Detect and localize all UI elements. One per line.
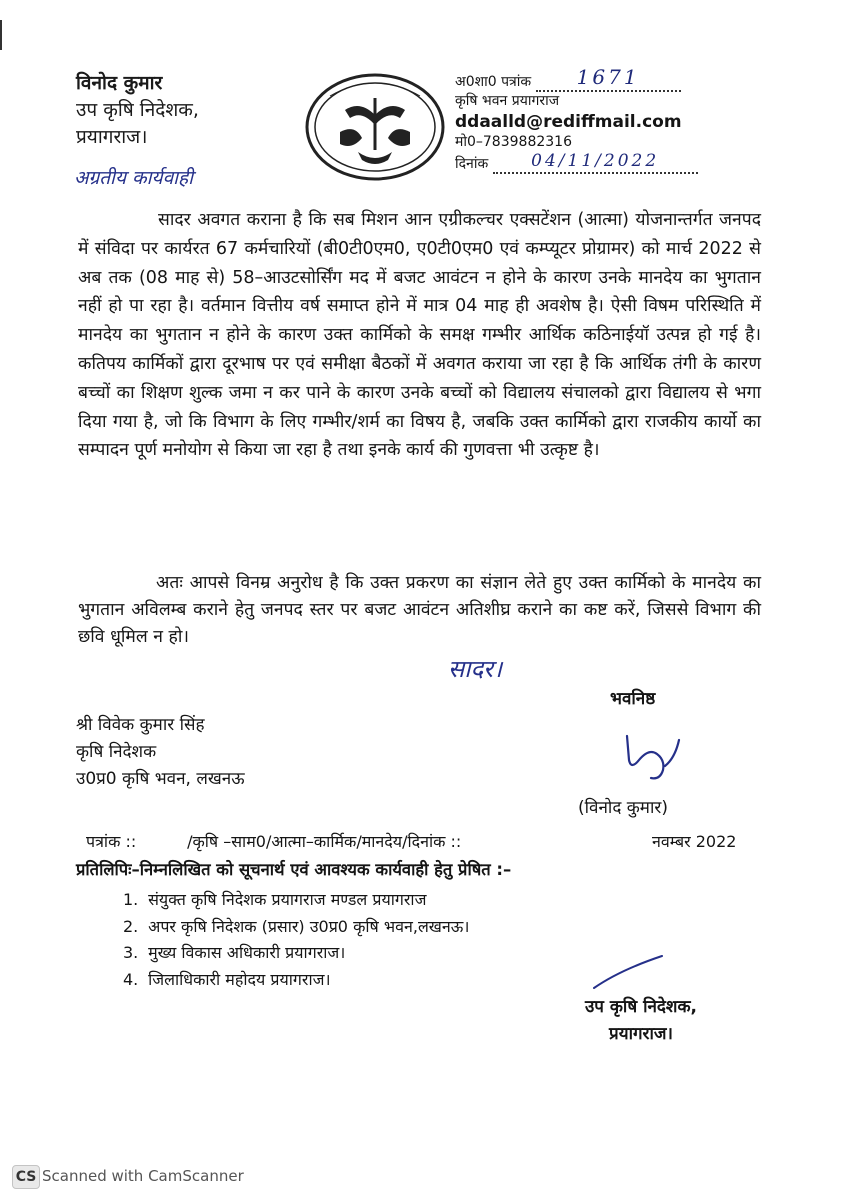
body-paragraph-2: अतः आपसे विनम्र अनुरोध है कि उक्त प्रकरण का संज्ञान लेते हुए उक्त कार्मिको के मानदेय का भुगतान अविलम्ब कराने हेतु जनपद स्तर पर बजट आवंटन अतिशीघ्र कराने का कष्ट करें, जिससे विभाग की छवि धूमिल न हो।	[78, 573, 761, 647]
letter-number-value: 1671	[576, 65, 640, 89]
handwritten-signature	[605, 730, 695, 792]
body-paragraph-1: सादर अवगत कराना है कि सब मिशन आन एग्रीकल्चर एक्सटेंशन (आत्मा) योजनान्तर्गत जनपद में संविदा पर कार्यरत 67 कर्मचारियों (बी0टी0एम0, ए0टी0एम0 एवं कम्प्यूटर प्रोग्रामर) को मार्च 2022 से अब तक (08 माह से) 58–आउटसोर्सिंग मद में बजट आवंटन न होने के कारण उनके मानदेय का भुगतान नहीं हो पा रहा है। वर्तमान वित्तीय वर्ष समाप्त होने में मात्र 04 माह ही अवशेष है। ऐसी विषम परिस्थिति में मानदेय का भुगतान न होने के कारण उक्त कार्मिको के समक्ष गम्भीर आर्थिक कठिनाईयॉ उत्पन्न हो गई है। कतिपय कार्मिकों द्वारा दूरभाष पर एवं समीक्षा बैठकों में अवगत कराया जा रहा है कि आर्थिक तंगी के कारण बच्चों का शिक्षण शुल्क जमा न कर पाने के कारण उनके बच्चों को विद्यालय संचालको द्वारा विद्यालय से भगा दिया गया है, जो कि विभाग के लिए गम्भीर/शर्म का विषय है, जबकि उक्त कार्मिको द्वारा राजकीय कार्यो का सम्पादन पूर्ण मनोयोग से किया जा रहा है तथा इनके कार्य की गुणवत्ता भी उत्कृष्ट है।	[78, 210, 761, 461]
list-item: 1. संयुक्त कृषि निदेशक प्रयागराज मण्डल प्रयागराज	[123, 890, 427, 909]
up-government-emblem-icon	[300, 70, 450, 185]
recipient-name: श्री विवेक कुमार सिंह	[76, 715, 205, 735]
office-email: ddaalld@rediffmail.com	[455, 112, 682, 132]
scan-edge-mark	[0, 20, 2, 50]
copy-to-list	[123, 887, 469, 993]
list-item: 2. अपर कृषि निदेशक (प्रसार) उ0प्र0 कृषि भवन,लखनऊ।	[123, 916, 470, 936]
footer-designation: उप कृषि निदेशक,	[584, 997, 698, 1017]
letter-date-label: दिनांक	[455, 156, 489, 172]
recipient-address: उ0प्र0 कृषि भवन, लखनऊ	[76, 769, 245, 789]
letter-date-row	[455, 152, 698, 174]
reference-line: पत्रांक :: /कृषि –साम0/आत्मा–कार्मिक/मानदेय/दिनांक ::	[86, 832, 462, 851]
signatory-name: (विनोद कुमार)	[578, 798, 668, 818]
handwritten-saadar: सादर।	[448, 655, 503, 683]
handwritten-annotation: अग्रतीय कार्यवाही	[74, 167, 194, 189]
sender-block	[76, 70, 199, 151]
closing-phrase: भवनिष्ठ	[610, 689, 656, 709]
footer-signature-block	[566, 994, 716, 1048]
footer-place: प्रयागराज।	[609, 1024, 673, 1044]
office-address: कृषि भवन प्रयागराज	[455, 93, 560, 109]
sender-name: विनोद कुमार	[76, 72, 163, 94]
letter-date-value: 04/11/2022	[531, 151, 660, 171]
handwritten-initial	[590, 952, 670, 992]
list-item: 4. जिलाधिकारी महोदय प्रयागराज।	[123, 969, 331, 989]
list-item: 3. मुख्य विकास अधिकारी प्रयागराज।	[123, 943, 346, 962]
copy-to-heading: प्रतिलिपिः–निम्नलिखित को सूचनार्थ एवं आवश्यक कार्यवाही हेतु प्रेषित :–	[76, 860, 512, 879]
scanner-watermark-text: Scanned with CamScanner	[42, 1167, 244, 1185]
office-mobile: मो0–7839882316	[455, 134, 572, 150]
letter-number-row	[455, 65, 698, 92]
recipient-designation: कृषि निदेशक	[76, 742, 157, 762]
letter-meta	[455, 65, 698, 174]
reference-date: नवम्बर 2022	[652, 832, 737, 851]
sender-designation: उप कृषि निदेशक,	[76, 99, 199, 121]
camscanner-logo-icon: CS	[12, 1165, 40, 1189]
letter-number-label: अ0शा0 पत्रांक	[455, 74, 532, 90]
sender-place: प्रयागराज।	[76, 126, 148, 148]
recipient-block	[76, 712, 245, 793]
